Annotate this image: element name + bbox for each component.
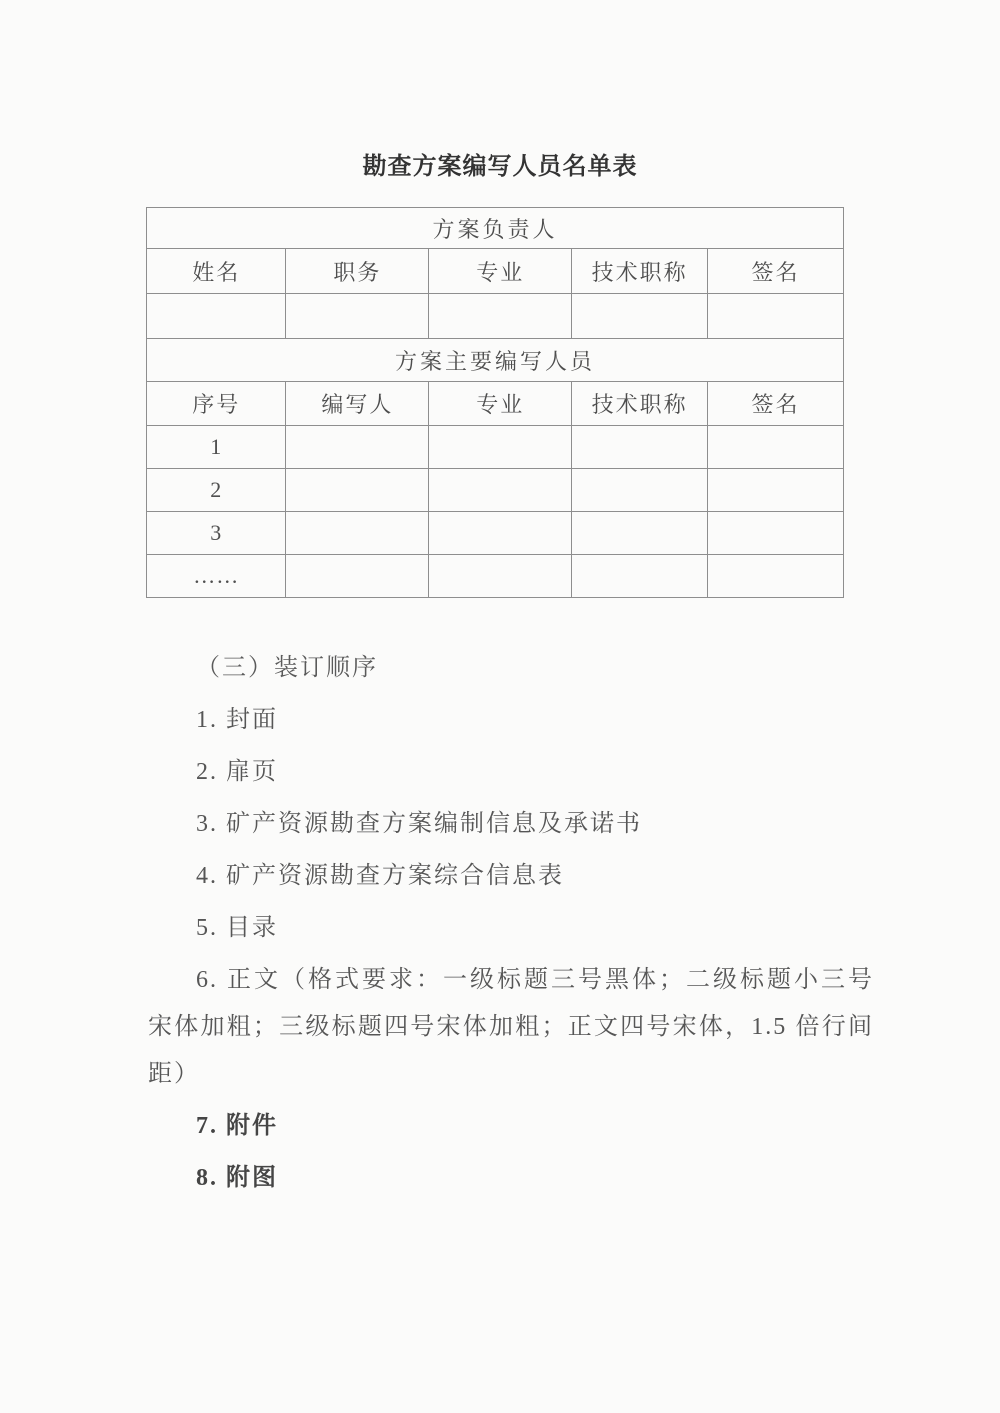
empty-cell xyxy=(572,469,708,512)
serial-number-cell: 3 xyxy=(147,512,286,555)
list-item-main-text: 6. 正文（格式要求：一级标题三号黑体；二级标题小三号宋体加粗；三级标题四号宋体加粗；正文四号宋体，1.5 倍行间距） xyxy=(148,967,874,1087)
serial-number-cell: 1 xyxy=(147,426,286,469)
empty-cell xyxy=(572,294,708,339)
table-row-section-plan-leader xyxy=(147,208,844,249)
col-header-technical-title: 技术职称 xyxy=(572,249,708,294)
list-item-attachments: 7. 附件 xyxy=(196,1113,278,1139)
empty-cell xyxy=(429,512,572,555)
col-header-signature: 签名 xyxy=(708,382,844,426)
table-row-author-2 xyxy=(147,469,844,512)
empty-cell xyxy=(708,294,844,339)
list-item-comprehensive-info-table: 4. 矿产资源勘查方案综合信息表 xyxy=(196,863,564,889)
section-header-main-authors: 方案主要编写人员 xyxy=(147,339,844,382)
page-title: 勘查方案编写人员名单表 xyxy=(362,154,638,180)
col-header-signature: 签名 xyxy=(708,249,844,294)
empty-cell xyxy=(429,555,572,598)
col-header-specialty: 专业 xyxy=(429,249,572,294)
section-header-plan-leader: 方案负责人 xyxy=(147,208,844,249)
table-row-headers-leader xyxy=(147,249,844,294)
binding-order-section xyxy=(148,645,874,1207)
empty-cell xyxy=(286,555,429,598)
col-header-position: 职务 xyxy=(286,249,429,294)
list-item-attached-figures: 8. 附图 xyxy=(196,1165,278,1191)
table-row-headers-authors xyxy=(147,382,844,426)
table-row-author-ellipsis xyxy=(147,555,844,598)
col-header-author: 编写人 xyxy=(286,382,429,426)
empty-cell xyxy=(286,512,429,555)
empty-cell xyxy=(572,426,708,469)
empty-cell xyxy=(286,426,429,469)
empty-cell xyxy=(708,512,844,555)
col-header-name: 姓名 xyxy=(147,249,286,294)
empty-cell xyxy=(708,426,844,469)
empty-cell xyxy=(286,469,429,512)
col-header-technical-title: 技术职称 xyxy=(572,382,708,426)
list-item-cover: 1. 封面 xyxy=(196,707,278,733)
empty-cell xyxy=(286,294,429,339)
empty-cell xyxy=(147,294,286,339)
empty-cell xyxy=(708,555,844,598)
table-row-author-1 xyxy=(147,426,844,469)
table-row-author-3 xyxy=(147,512,844,555)
list-item-compilation-info: 3. 矿产资源勘查方案编制信息及承诺书 xyxy=(196,811,642,837)
personnel-table xyxy=(146,207,844,598)
empty-cell xyxy=(572,512,708,555)
serial-number-cell: 2 xyxy=(147,469,286,512)
table-row-section-main-authors xyxy=(147,339,844,382)
empty-cell xyxy=(429,426,572,469)
table-row-leader-blank xyxy=(147,294,844,339)
list-item-table-of-contents: 5. 目录 xyxy=(196,915,278,941)
col-header-specialty: 专业 xyxy=(429,382,572,426)
serial-number-cell: …… xyxy=(147,555,286,598)
list-item-title-page: 2. 扉页 xyxy=(196,759,278,785)
col-header-serial-number: 序号 xyxy=(147,382,286,426)
empty-cell xyxy=(708,469,844,512)
section-heading: （三）装订顺序 xyxy=(196,655,378,681)
empty-cell xyxy=(572,555,708,598)
empty-cell xyxy=(429,469,572,512)
empty-cell xyxy=(429,294,572,339)
